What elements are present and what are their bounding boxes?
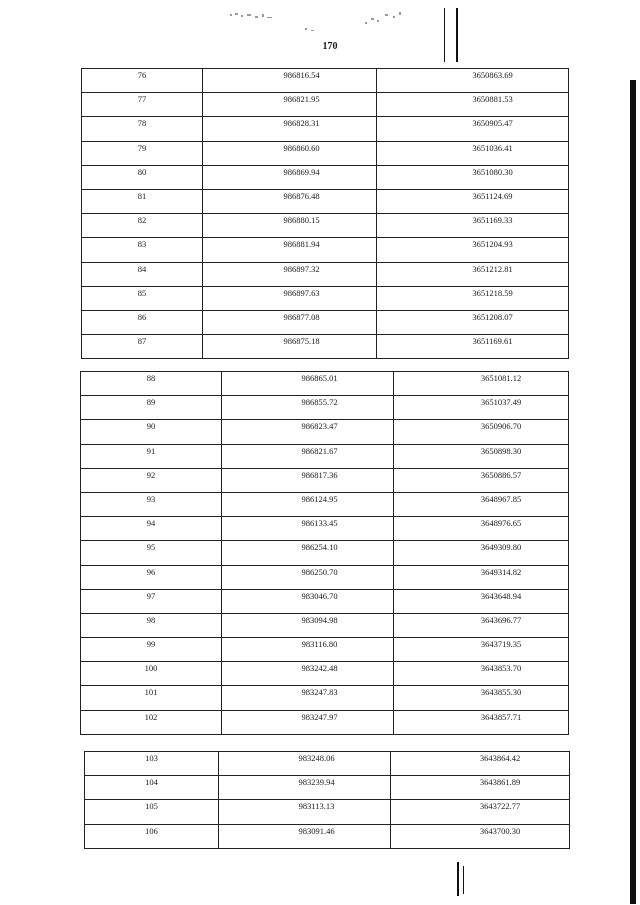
x-coordinate-cell xyxy=(219,752,391,776)
point-number-cell xyxy=(81,686,222,710)
x-coordinate-cell xyxy=(222,468,394,492)
table-row xyxy=(85,824,570,848)
point-number-cell xyxy=(82,310,203,334)
y-coordinate-cell xyxy=(394,541,569,565)
table-row xyxy=(82,141,569,165)
table-row xyxy=(82,214,569,238)
cell-text: 105 xyxy=(145,801,158,812)
coordinate-table-1 xyxy=(81,68,569,359)
cell-text: 88 xyxy=(146,373,156,383)
cell-text: 986821.67 xyxy=(301,445,338,456)
cell-text: 983046.70 xyxy=(301,590,338,601)
x-coordinate-cell xyxy=(203,238,377,262)
x-coordinate-cell xyxy=(203,117,377,141)
x-coordinate-cell xyxy=(222,686,394,710)
y-coordinate-cell xyxy=(394,638,569,662)
cell-text: 986250.70 xyxy=(301,566,338,577)
x-coordinate-cell xyxy=(203,310,377,334)
cell-text: 983242.48 xyxy=(301,663,338,674)
cell-text: 3643648.94 xyxy=(480,590,522,601)
page-edge-shadow xyxy=(630,80,636,904)
cell-text: 986124.95 xyxy=(301,493,338,504)
cell-text: 3643855.30 xyxy=(480,687,522,698)
cell-text: 986881.94 xyxy=(283,239,320,250)
y-coordinate-cell xyxy=(377,69,569,93)
point-number-cell xyxy=(81,492,222,516)
cell-text: 3643719.35 xyxy=(480,639,522,650)
point-number-cell xyxy=(81,517,222,541)
cell-text: 983116.80 xyxy=(301,639,338,650)
point-number-cell xyxy=(81,638,222,662)
y-coordinate-cell xyxy=(391,800,570,824)
x-coordinate-cell xyxy=(222,541,394,565)
point-number-cell xyxy=(81,710,222,734)
point-number-cell xyxy=(85,752,219,776)
x-coordinate-cell xyxy=(219,800,391,824)
cell-text: 79 xyxy=(137,142,147,153)
cell-text: 3651169.33 xyxy=(472,215,513,226)
y-coordinate-cell xyxy=(394,492,569,516)
cell-text: 106 xyxy=(145,825,158,836)
table-row xyxy=(81,662,569,686)
cell-text: 983239.94 xyxy=(298,777,335,788)
cell-text: 76 xyxy=(137,70,147,80)
cell-text: 103 xyxy=(145,753,158,763)
cell-text: 983248.06 xyxy=(298,753,335,763)
table-row xyxy=(82,335,569,359)
cell-text: 986823.47 xyxy=(301,421,338,432)
point-number-cell xyxy=(81,444,222,468)
point-number-cell xyxy=(85,824,219,848)
x-coordinate-cell xyxy=(222,638,394,662)
point-number-cell xyxy=(82,286,203,310)
cell-text: 3651037.49 xyxy=(480,397,522,408)
table-body xyxy=(85,752,570,849)
y-coordinate-cell xyxy=(377,335,569,359)
cell-text: 80 xyxy=(137,166,147,177)
table-row xyxy=(81,517,569,541)
point-number-cell xyxy=(81,541,222,565)
cell-text: 3643853.70 xyxy=(480,663,522,674)
point-number-cell xyxy=(82,141,203,165)
x-coordinate-cell xyxy=(203,69,377,93)
cell-text: 84 xyxy=(137,263,147,274)
cell-text: 93 xyxy=(146,493,156,504)
cell-text: 3650881.53 xyxy=(472,94,513,105)
y-coordinate-cell xyxy=(377,262,569,286)
y-coordinate-cell xyxy=(394,420,569,444)
y-coordinate-cell xyxy=(377,310,569,334)
table-row xyxy=(81,444,569,468)
coordinate-table-3 xyxy=(84,751,570,849)
cell-text: 100 xyxy=(144,663,158,674)
cell-text: 82 xyxy=(137,215,147,226)
cell-text: 983094.98 xyxy=(301,614,338,625)
x-coordinate-cell xyxy=(222,396,394,420)
x-coordinate-cell xyxy=(222,613,394,637)
point-number-cell xyxy=(85,800,219,824)
x-coordinate-cell xyxy=(203,286,377,310)
y-coordinate-cell xyxy=(394,613,569,637)
table-body xyxy=(81,372,569,735)
cell-text: 3650906.70 xyxy=(480,421,522,432)
y-coordinate-cell xyxy=(377,238,569,262)
cell-text: 3649309.80 xyxy=(480,542,522,553)
binding-line-top-2 xyxy=(456,8,458,62)
cell-text: 3643700.30 xyxy=(479,825,521,836)
cell-text: 986869.94 xyxy=(283,166,320,177)
cell-text: 983247.83 xyxy=(301,687,338,698)
cell-text: 986897.63 xyxy=(283,287,320,298)
x-coordinate-cell xyxy=(219,824,391,848)
cell-text: 81 xyxy=(137,190,147,201)
x-coordinate-cell xyxy=(222,662,394,686)
x-coordinate-cell xyxy=(222,710,394,734)
point-number-cell xyxy=(82,117,203,141)
cell-text: 3643861.89 xyxy=(479,777,521,788)
point-number-cell xyxy=(81,589,222,613)
y-coordinate-cell xyxy=(391,776,570,800)
table-row xyxy=(81,686,569,710)
cell-text: 91 xyxy=(146,445,156,456)
cell-text: 3651124.69 xyxy=(472,190,513,201)
cell-text: 3651212.81 xyxy=(472,263,513,274)
cell-text: 3643696.77 xyxy=(480,614,522,625)
table-row xyxy=(81,638,569,662)
cell-text: 3650898.30 xyxy=(480,445,522,456)
cell-text: 86 xyxy=(137,311,147,322)
cell-text: 983113.13 xyxy=(298,801,335,812)
cell-text: 104 xyxy=(145,777,158,788)
y-coordinate-cell xyxy=(391,752,570,776)
cell-text: 99 xyxy=(146,639,156,650)
table-row xyxy=(82,238,569,262)
y-coordinate-cell xyxy=(391,824,570,848)
cell-text: 986133.45 xyxy=(301,518,338,529)
point-number-cell xyxy=(81,396,222,420)
y-coordinate-cell xyxy=(394,396,569,420)
y-coordinate-cell xyxy=(394,468,569,492)
table-row xyxy=(82,69,569,93)
table-row xyxy=(82,262,569,286)
coordinate-table-2 xyxy=(80,371,569,735)
cell-text: 89 xyxy=(146,397,156,408)
point-number-cell xyxy=(81,565,222,589)
cell-text: 98 xyxy=(146,614,156,625)
y-coordinate-cell xyxy=(377,214,569,238)
x-coordinate-cell xyxy=(222,492,394,516)
x-coordinate-cell xyxy=(203,93,377,117)
cell-text: 986828.31 xyxy=(283,118,320,129)
table-row xyxy=(81,420,569,444)
y-coordinate-cell xyxy=(377,189,569,213)
scan-smudge-top xyxy=(225,8,415,38)
cell-text: 94 xyxy=(146,518,156,529)
point-number-cell xyxy=(82,335,203,359)
cell-text: 3651081.12 xyxy=(480,373,522,383)
table-row xyxy=(81,589,569,613)
x-coordinate-cell xyxy=(222,444,394,468)
table-row xyxy=(82,117,569,141)
cell-text: 3643857.71 xyxy=(480,711,522,722)
x-coordinate-cell xyxy=(222,589,394,613)
point-number-cell xyxy=(82,238,203,262)
y-coordinate-cell xyxy=(377,93,569,117)
y-coordinate-cell xyxy=(394,565,569,589)
binding-line-bottom xyxy=(457,862,459,896)
cell-text: 3651036.41 xyxy=(472,142,513,153)
cell-text: 77 xyxy=(137,94,147,105)
cell-text: 986865.01 xyxy=(301,373,338,383)
x-coordinate-cell xyxy=(219,776,391,800)
cell-text: 3648976.65 xyxy=(480,518,522,529)
point-number-cell xyxy=(81,613,222,637)
cell-text: 3650863.69 xyxy=(472,70,513,80)
cell-text: 986877.08 xyxy=(283,311,320,322)
cell-text: 986880.15 xyxy=(283,215,320,226)
table-body xyxy=(82,69,569,359)
y-coordinate-cell xyxy=(394,662,569,686)
y-coordinate-cell xyxy=(394,589,569,613)
table-row xyxy=(81,541,569,565)
table-row xyxy=(81,613,569,637)
table-row xyxy=(82,165,569,189)
y-coordinate-cell xyxy=(394,517,569,541)
cell-text: 90 xyxy=(146,421,156,432)
point-number-cell xyxy=(81,420,222,444)
x-coordinate-cell xyxy=(222,565,394,589)
x-coordinate-cell xyxy=(203,335,377,359)
cell-text: 92 xyxy=(146,469,156,480)
y-coordinate-cell xyxy=(394,686,569,710)
cell-text: 3649314.82 xyxy=(480,566,522,577)
cell-text: 986860.60 xyxy=(283,142,320,153)
cell-text: 95 xyxy=(146,542,156,553)
cell-text: 3648967.85 xyxy=(480,493,522,504)
point-number-cell xyxy=(82,93,203,117)
cell-text: 986875.18 xyxy=(283,336,320,347)
table-row xyxy=(81,372,569,396)
y-coordinate-cell xyxy=(394,372,569,396)
cell-text: 983091.46 xyxy=(298,825,335,836)
cell-text: 3643864.42 xyxy=(479,753,521,763)
point-number-cell xyxy=(81,372,222,396)
page-number: 170 xyxy=(322,41,338,52)
cell-text: 83 xyxy=(137,239,147,250)
cell-text: 983247.97 xyxy=(301,711,338,722)
point-number-cell xyxy=(82,214,203,238)
table-row xyxy=(82,310,569,334)
table-row xyxy=(82,286,569,310)
cell-text: 3651208.07 xyxy=(472,311,513,322)
point-number-cell xyxy=(85,776,219,800)
cell-text: 986897.32 xyxy=(283,263,320,274)
x-coordinate-cell xyxy=(203,214,377,238)
cell-text: 96 xyxy=(146,566,156,577)
cell-text: 986821.95 xyxy=(283,94,320,105)
table-row xyxy=(85,752,570,776)
point-number-cell xyxy=(82,69,203,93)
y-coordinate-cell xyxy=(394,710,569,734)
y-coordinate-cell xyxy=(377,286,569,310)
x-coordinate-cell xyxy=(222,420,394,444)
table-row xyxy=(81,710,569,734)
cell-text: 3651080.30 xyxy=(472,166,513,177)
y-coordinate-cell xyxy=(377,165,569,189)
x-coordinate-cell xyxy=(222,517,394,541)
point-number-cell xyxy=(82,165,203,189)
x-coordinate-cell xyxy=(222,372,394,396)
x-coordinate-cell xyxy=(203,262,377,286)
table-row xyxy=(81,565,569,589)
cell-text: 101 xyxy=(144,687,158,698)
cell-text: 85 xyxy=(137,287,147,298)
cell-text: 97 xyxy=(146,590,156,601)
table-row xyxy=(81,492,569,516)
y-coordinate-cell xyxy=(377,117,569,141)
cell-text: 3650886.57 xyxy=(480,469,522,480)
cell-text: 3651218.59 xyxy=(472,287,513,298)
binding-line-bottom-2 xyxy=(463,866,464,894)
table-row xyxy=(81,468,569,492)
y-coordinate-cell xyxy=(394,444,569,468)
x-coordinate-cell xyxy=(203,189,377,213)
table-row xyxy=(85,800,570,824)
x-coordinate-cell xyxy=(203,141,377,165)
cell-text: 986254.10 xyxy=(301,542,338,553)
cell-text: 102 xyxy=(144,711,158,722)
point-number-cell xyxy=(82,262,203,286)
point-number-cell xyxy=(81,468,222,492)
point-number-cell xyxy=(81,662,222,686)
table-row xyxy=(82,93,569,117)
y-coordinate-cell xyxy=(377,141,569,165)
cell-text: 3651204.93 xyxy=(472,239,513,250)
cell-text: 986817.36 xyxy=(301,469,338,480)
point-number-cell xyxy=(82,189,203,213)
table-row xyxy=(82,189,569,213)
table-row xyxy=(85,776,570,800)
cell-text: 3643722.77 xyxy=(479,801,521,812)
cell-text: 986876.48 xyxy=(283,190,320,201)
cell-text: 3651169.61 xyxy=(472,336,513,347)
binding-line-top xyxy=(444,8,445,62)
cell-text: 986816.54 xyxy=(283,70,320,80)
cell-text: 986855.72 xyxy=(301,397,338,408)
cell-text: 87 xyxy=(137,336,147,347)
cell-text: 3650905.47 xyxy=(472,118,513,129)
table-row xyxy=(81,396,569,420)
x-coordinate-cell xyxy=(203,165,377,189)
cell-text: 78 xyxy=(137,118,147,129)
